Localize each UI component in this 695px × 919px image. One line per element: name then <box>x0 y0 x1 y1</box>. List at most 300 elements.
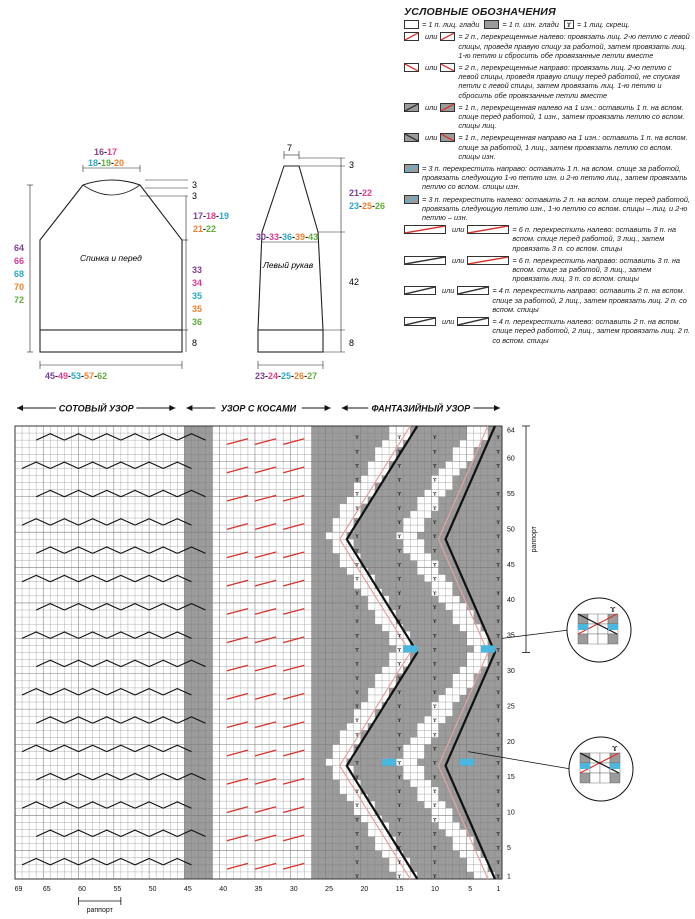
body-neck-curve <box>83 185 140 195</box>
callout-cell <box>578 634 588 644</box>
svg-text:23-24-25-26-27: 23-24-25-26-27 <box>255 371 318 381</box>
callout-cell <box>590 753 600 763</box>
zigzag-cell <box>347 723 368 730</box>
twisted-stitch: ɤ <box>355 789 359 796</box>
col-label: 69 <box>14 886 23 893</box>
svg-text:17-18-19: 17-18-19 <box>193 211 230 221</box>
legend-item-text: = 6 п. перекрестить налево: оставить 3 п. на вспом. спице перед работой, 3 лиц., затем провязать 3 п. со вспом. спицы <box>512 225 677 253</box>
twisted-stitch: ɤ <box>397 760 402 767</box>
svg-text:16-17: 16-17 <box>94 147 118 157</box>
legend-item <box>404 103 690 131</box>
twisted-stitch: ɤ <box>397 732 402 739</box>
zigzag-cell <box>403 766 424 773</box>
zigzag-cell <box>403 745 424 752</box>
twisted-stitch: ɤ <box>496 831 501 838</box>
zigzag-cell <box>347 497 368 504</box>
body-rib: 8 <box>192 338 198 348</box>
zigzag-cell <box>453 447 474 454</box>
twisted-stitch: ɤ <box>355 817 359 824</box>
twisted-stitch: ɤ <box>355 873 359 880</box>
twisted-stitch: ɤ <box>397 718 402 725</box>
sleeve-top: 7 <box>287 143 293 153</box>
col-label: 50 <box>148 886 157 893</box>
legend-symbol-swatch <box>440 103 455 112</box>
svg-text:18-19-20: 18-19-20 <box>88 158 125 168</box>
twisted-stitch: ɤ <box>355 449 359 456</box>
legend-item <box>404 32 690 60</box>
zigzag-cell <box>375 454 396 461</box>
zigzag-cell <box>375 617 396 624</box>
legend-basic-row <box>404 20 690 29</box>
zigzag-cell <box>460 667 481 674</box>
twisted-stitch: ɤ <box>355 491 359 498</box>
cuff-a: 23 <box>255 371 266 381</box>
twisted-stitch: ɤ <box>432 576 437 583</box>
arrow-head-left <box>186 405 192 411</box>
twisted-stitch: ɤ <box>355 718 359 725</box>
arrow-head-right <box>325 405 331 411</box>
twisted-stitch: ɤ <box>496 746 501 753</box>
legend-symbol-swatch <box>457 286 489 295</box>
zigzag-cell <box>382 667 403 674</box>
callout-cell <box>600 773 610 783</box>
twisted-stitch: ɤ <box>397 520 402 527</box>
twisted-stitch: ɤ <box>355 845 359 852</box>
row-label: 10 <box>507 809 515 817</box>
twisted-stitch: ɤ <box>432 491 437 498</box>
twisted-stitch: ɤ <box>496 774 501 781</box>
twisted-stitch: ɤ <box>432 435 437 442</box>
twisted-stitch: ɤ <box>397 463 402 470</box>
zigzag-cell <box>453 681 474 688</box>
legend-symbol-swatch <box>404 63 419 72</box>
legend-item-text: = 6 п. перекрестить направо: оставить 3 п. на вспом. спице за работой, 3 лиц., затем провязать лиц. 3 п. со вспом. спицы <box>512 255 681 284</box>
cap-d: 25 <box>362 201 373 211</box>
zigzag-cell <box>417 723 438 730</box>
legend-item-text: = 1 п., перекрещенная направо на 1 изн.: оставить 1 п. на вспом. спице за работой, 1 лиц., затем провязать петлю со вспом. спицы изн. <box>458 133 688 161</box>
width-c: 53 <box>71 371 82 381</box>
zigzag-cell <box>431 709 452 716</box>
legend-item-text: = 2 п., перекрещенные налево: провязать лиц. 2-ю петлю с левой спицы, проведя правую спицу за работой, затем провязать лиц. 1-ю петлю и сбросить обе провязанные петли вместе <box>458 32 690 60</box>
schematics <box>0 0 400 390</box>
svg-text:45-49-53-57-62: 45-49-53-57-62 <box>45 371 108 381</box>
twisted-stitch: ɤ <box>397 803 402 810</box>
twisted-stitch: ɤ <box>397 873 402 880</box>
twisted-stitch: ɤ <box>397 505 402 512</box>
callout-blue <box>608 624 618 630</box>
col-label: 55 <box>113 886 122 893</box>
twisted-stitch: ɤ <box>496 604 501 611</box>
section-title: СОТОВЫЙ УЗОР <box>58 403 134 414</box>
callout-blue <box>578 624 588 630</box>
twist-swatch: ɤ <box>564 20 574 29</box>
legend-or: или <box>425 32 438 42</box>
col-label: 25 <box>325 886 333 893</box>
neck-bot-c: 20 <box>114 158 125 168</box>
twisted-stitch: ɤ <box>355 477 359 484</box>
col-label: 1 <box>496 886 501 893</box>
zigzag-cell <box>382 440 403 447</box>
callout-cell <box>588 634 598 644</box>
row-label: 64 <box>507 427 515 435</box>
legend-item <box>404 317 690 345</box>
twisted-stitch: ɤ <box>496 718 501 725</box>
twisted-stitch: ɤ <box>355 774 359 781</box>
col-label: 10 <box>431 886 439 893</box>
zigzag-cell <box>410 553 431 560</box>
twisted-stitch: ɤ <box>355 534 359 541</box>
twisted-stitch: ɤ <box>432 689 437 696</box>
svg-text:30-33-36-39-43: 30-33-36-39-43 <box>256 232 319 242</box>
cuff-e: 27 <box>307 371 318 381</box>
upper-c: 36 <box>282 232 293 242</box>
twisted-stitch: ɤ <box>355 604 359 611</box>
twisted-stitch: ɤ <box>397 435 402 442</box>
sleeve-rib-label: 8 <box>349 338 355 348</box>
twisted-stitch: ɤ <box>432 604 437 611</box>
twisted-stitch: ɤ <box>432 619 437 626</box>
zigzag-cell <box>453 454 474 461</box>
twisted-stitch: ɤ <box>432 789 437 796</box>
twisted-stitch: ɤ <box>397 859 402 866</box>
legend-or: или <box>425 63 438 73</box>
callout-cell <box>610 773 620 783</box>
legend-item-text: = 1 п., перекрещенная налево на 1 изн.: оставить 1 п. на вспом. спице перед работой, 1 изн., затем провязать петлю со вспом. спицы лиц. <box>458 102 685 131</box>
cap-a: 21 <box>349 188 360 198</box>
zigzag-cell <box>403 773 424 780</box>
twisted-stitch: ɤ <box>397 491 402 498</box>
twisted-stitch: ɤ <box>496 449 501 456</box>
twisted-stitch: ɤ <box>432 732 437 739</box>
zigzag-cell <box>389 865 410 872</box>
raglan-e: 22 <box>206 224 217 234</box>
sleeve-schematic <box>258 166 323 352</box>
legend-item <box>404 164 690 192</box>
twisted-stitch: ɤ <box>397 477 402 484</box>
col-label: 30 <box>289 886 298 893</box>
twisted-stitch: ɤ <box>397 817 402 824</box>
width-e: 62 <box>97 371 108 381</box>
body-dim-3a: 3 <box>192 180 198 190</box>
zigzag-cell <box>403 546 424 553</box>
twisted-stitch: ɤ <box>496 704 501 711</box>
twisted-stitch: ɤ <box>355 689 359 696</box>
width-a: 45 <box>45 371 56 381</box>
twisted-stitch: ɤ <box>355 463 359 470</box>
side-1: 33 <box>192 265 203 275</box>
arrow-head-left <box>342 405 348 411</box>
twisted-stitch: ɤ <box>496 619 501 626</box>
twisted-stitch: ɤ <box>496 689 501 696</box>
zigzag-cell <box>417 568 438 575</box>
twisted-stitch: ɤ <box>432 661 437 668</box>
twisted-stitch: ɤ <box>432 675 437 682</box>
zigzag-cell <box>438 695 459 702</box>
col-label: 45 <box>184 886 192 893</box>
height-3: 68 <box>14 269 25 279</box>
callout-cell <box>598 634 608 644</box>
neck-top-a: 16 <box>94 147 105 157</box>
twisted-stitch: ɤ <box>355 576 359 583</box>
twisted-stitch: ɤ <box>397 647 402 654</box>
zigzag-cell <box>389 638 410 645</box>
cap-e: 26 <box>375 201 386 211</box>
sleeve-length: 42 <box>349 277 360 287</box>
twisted-stitch: ɤ <box>355 760 359 767</box>
legend-symbol-swatch <box>404 195 419 204</box>
callout-cell <box>588 614 598 624</box>
twisted-stitch: ɤ <box>355 746 359 753</box>
twisted-stitch: ɤ <box>355 732 359 739</box>
upper-b: 33 <box>269 232 280 242</box>
legend-symbol-swatch <box>457 317 489 326</box>
cuff-d: 26 <box>294 371 305 381</box>
twisted-stitch: ɤ <box>496 803 501 810</box>
legend-item <box>404 133 690 161</box>
row-label: 60 <box>507 455 515 463</box>
twisted-stitch: ɤ <box>496 548 501 555</box>
twisted-stitch: ɤ <box>432 534 437 541</box>
legend-twisted: = 1 лиц. скрещ. <box>576 20 630 30</box>
zigzag-cell <box>453 617 474 624</box>
twisted-stitch: ɤ <box>432 590 437 597</box>
twisted-stitch: ɤ <box>355 435 359 442</box>
legend-symbol-swatch <box>404 133 419 142</box>
body-rib <box>40 330 182 352</box>
upper-d: 39 <box>295 232 306 242</box>
twisted-stitch: ɤ <box>496 477 501 484</box>
legend-or: или <box>442 317 455 327</box>
twisted-stitch: ɤ <box>397 661 402 668</box>
twisted-stitch: ɤ <box>496 435 501 442</box>
zigzag-cell <box>446 603 467 610</box>
legend-symbol-swatch <box>404 256 446 265</box>
zigzag-cell <box>446 688 467 695</box>
blue-cross <box>382 759 396 766</box>
row-label: 1 <box>507 873 511 881</box>
legend <box>404 8 690 348</box>
purl-swatch <box>484 20 499 29</box>
row-label: 45 <box>507 561 515 569</box>
legend-item-text: = 4 п. перекрестить направо: оставить 2 п. на вспом. спице за работой, 2 лиц., затем провязать лиц. 2 п. со вспом. спицы <box>492 286 687 314</box>
side-4: 35 <box>192 304 203 314</box>
twisted-stitch: ɤ <box>496 873 501 880</box>
zigzag-cell <box>438 596 459 603</box>
callout-cell <box>580 773 590 783</box>
row-label: 50 <box>507 526 515 534</box>
zigzag-cell <box>467 858 488 865</box>
legend-symbol-swatch <box>404 225 446 234</box>
legend-symbol-swatch <box>404 103 419 112</box>
legend-item <box>404 256 690 284</box>
twisted-stitch: ɤ <box>355 562 359 569</box>
twisted-stitch: ɤ <box>432 845 437 852</box>
section-headers <box>17 401 500 414</box>
sleeve-top-depth: 3 <box>349 160 355 170</box>
zigzag-cell <box>417 794 438 801</box>
repeat-label-v: раппорт <box>531 526 538 553</box>
twisted-stitch: ɤ <box>432 505 437 512</box>
twisted-stitch: ɤ <box>397 534 402 541</box>
twisted-stitch: ɤ <box>496 562 501 569</box>
col-label: 35 <box>254 886 263 893</box>
zigzag-cell <box>354 808 375 815</box>
twisted-stitch: ɤ <box>397 746 402 753</box>
zigzag-cell <box>453 844 474 851</box>
callout-blue <box>610 763 620 769</box>
twisted-stitch: ɤ <box>397 789 402 796</box>
zigzag-cell <box>438 468 459 475</box>
twisted-stitch: ɤ <box>397 548 402 555</box>
twisted-stitch: ɤ <box>397 562 402 569</box>
twisted-stitch: ɤ <box>355 619 359 626</box>
legend-symbol-swatch <box>467 256 509 265</box>
twisted-stitch: ɤ <box>397 576 402 583</box>
zigzag-cell <box>410 737 431 744</box>
body-dim-3b: 3 <box>192 191 198 201</box>
legend-title: УСЛОВНЫЕ ОБОЗНАЧЕНИЯ <box>404 6 556 18</box>
legend-items <box>404 32 690 344</box>
body-label: Спинка и перед <box>80 253 142 263</box>
section-title: ФАНТАЗИЙНЫЙ УЗОР <box>371 403 471 414</box>
height-1: 64 <box>14 243 25 253</box>
zigzag-cell <box>467 631 488 638</box>
zigzag-cell <box>403 525 424 532</box>
callout-cell <box>608 634 618 644</box>
zigzag-cell <box>403 752 424 759</box>
twisted-stitch: ɤ <box>397 619 402 626</box>
blue-cross <box>460 759 474 766</box>
raglan-d: 21 <box>193 224 204 234</box>
row-label: 25 <box>507 703 515 711</box>
twisted-stitch: ɤ <box>355 675 359 682</box>
raglan-b: 18 <box>206 211 217 221</box>
upper-a: 30 <box>256 232 267 242</box>
twisted-stitch: ɤ <box>355 831 359 838</box>
width-d: 57 <box>84 371 95 381</box>
arrow-head-left <box>17 405 23 411</box>
callout-cell <box>588 624 598 634</box>
sleeve-outline <box>258 166 323 330</box>
zigzag-cell <box>410 780 431 787</box>
twisted-stitch: ɤ <box>355 803 359 810</box>
twisted-stitch: ɤ <box>355 520 359 527</box>
twisted-stitch: ɤ <box>355 859 359 866</box>
twisted-stitch: ɤ <box>496 576 501 583</box>
twisted-stitch: ɤ <box>496 491 501 498</box>
callout-cell <box>590 773 600 783</box>
twisted-stitch: ɤ <box>432 859 437 866</box>
repeat-label-h: раппорт <box>86 907 113 914</box>
twisted-stitch: ɤ <box>432 817 437 824</box>
twisted-stitch: ɤ <box>397 831 402 838</box>
row-label: 30 <box>507 668 515 676</box>
twisted-stitch: ɤ <box>355 633 359 640</box>
side-5: 36 <box>192 317 203 327</box>
cuff-b: 24 <box>268 371 279 381</box>
legend-symbol-swatch <box>404 286 436 295</box>
twisted-stitch: ɤ <box>397 633 402 640</box>
zigzag-cell <box>438 822 459 829</box>
twisted-stitch: ɤ <box>432 774 437 781</box>
height-5: 72 <box>14 295 25 305</box>
callout-cell <box>590 763 600 773</box>
row-label: 5 <box>507 844 511 852</box>
twisted-stitch: ɤ <box>432 463 437 470</box>
col-label: 60 <box>78 886 86 893</box>
zigzag-cell <box>410 511 431 518</box>
zigzag-cell <box>375 681 396 688</box>
twisted-stitch: ɤ <box>397 604 402 611</box>
twisted-stitch: ɤ <box>432 548 437 555</box>
twisted-stitch: ɤ <box>432 803 437 810</box>
height-2: 66 <box>14 256 25 266</box>
twisted-stitch: ɤ <box>496 520 501 527</box>
row-label: 55 <box>507 491 515 499</box>
twisted-stitch: ɤ <box>496 732 501 739</box>
twisted-stitch: ɤ <box>432 760 437 767</box>
cap-c: 23 <box>349 201 360 211</box>
neck-top-b: 17 <box>107 147 118 157</box>
twisted-stitch: ɤ <box>432 647 437 654</box>
knit-swatch <box>404 20 419 29</box>
legend-or: или <box>442 286 455 296</box>
legend-symbol-swatch <box>440 133 455 142</box>
upper-e: 43 <box>308 232 319 242</box>
cuff-c: 25 <box>281 371 292 381</box>
twisted-stitch: ɤ <box>496 590 501 597</box>
zigzag-cell <box>375 844 396 851</box>
svg-text:21-22: 21-22 <box>349 188 373 198</box>
twisted-stitch: ɤ <box>496 633 501 640</box>
twisted-stitch: ɤ <box>355 647 359 654</box>
legend-or: или <box>425 102 438 112</box>
twisted-stitch: ɤ <box>432 704 437 711</box>
knitting-chart <box>0 394 695 919</box>
twisted-stitch: ɤ <box>355 661 359 668</box>
row-label: 35 <box>507 632 515 640</box>
blue-cross <box>403 645 417 652</box>
twisted-stitch: ɤ <box>432 831 437 838</box>
svg-text:23-25-26: 23-25-26 <box>349 201 386 211</box>
twisted-stitch: ɤ <box>496 845 501 852</box>
legend-item-text: = 2 п., перекрещенные направо: провязать лиц. 2-ю петлю с левой спицы, проведя правую спицу перед работой, не спуская петли с левой спицы, затем провязать лиц. 1-ю петлю и сбросить обе провязанные петли вместе <box>458 63 680 100</box>
legend-symbol-swatch <box>404 317 436 326</box>
twisted-stitch: ɤ <box>397 704 402 711</box>
col-label: 5 <box>468 886 473 893</box>
twisted-stitch: ɤ <box>355 548 359 555</box>
twisted-stitch: ɤ <box>496 534 501 541</box>
twisted-stitch: ɤ <box>432 633 437 640</box>
twisted-stitch: ɤ <box>432 477 437 484</box>
twisted-stitch: ɤ <box>496 859 501 866</box>
arrow-head-right <box>169 405 175 411</box>
legend-or: или <box>452 225 465 235</box>
callout-blue <box>580 763 590 769</box>
twisted-stitch: ɤ <box>397 675 402 682</box>
body-schematic <box>40 180 182 352</box>
neck-bot-a: 18 <box>88 158 99 168</box>
legend-symbol-swatch <box>467 225 509 234</box>
legend-symbol-swatch <box>440 63 455 72</box>
zigzag-cell <box>446 829 467 836</box>
legend-or: или <box>452 255 465 265</box>
twisted-stitch: ɤ <box>496 661 501 668</box>
twisted-stitch: ɤ <box>496 463 501 470</box>
twisted-stitch: ɤ <box>432 718 437 725</box>
sleeve-label: Левый рукав <box>263 260 314 270</box>
legend-symbol-swatch <box>404 32 419 41</box>
